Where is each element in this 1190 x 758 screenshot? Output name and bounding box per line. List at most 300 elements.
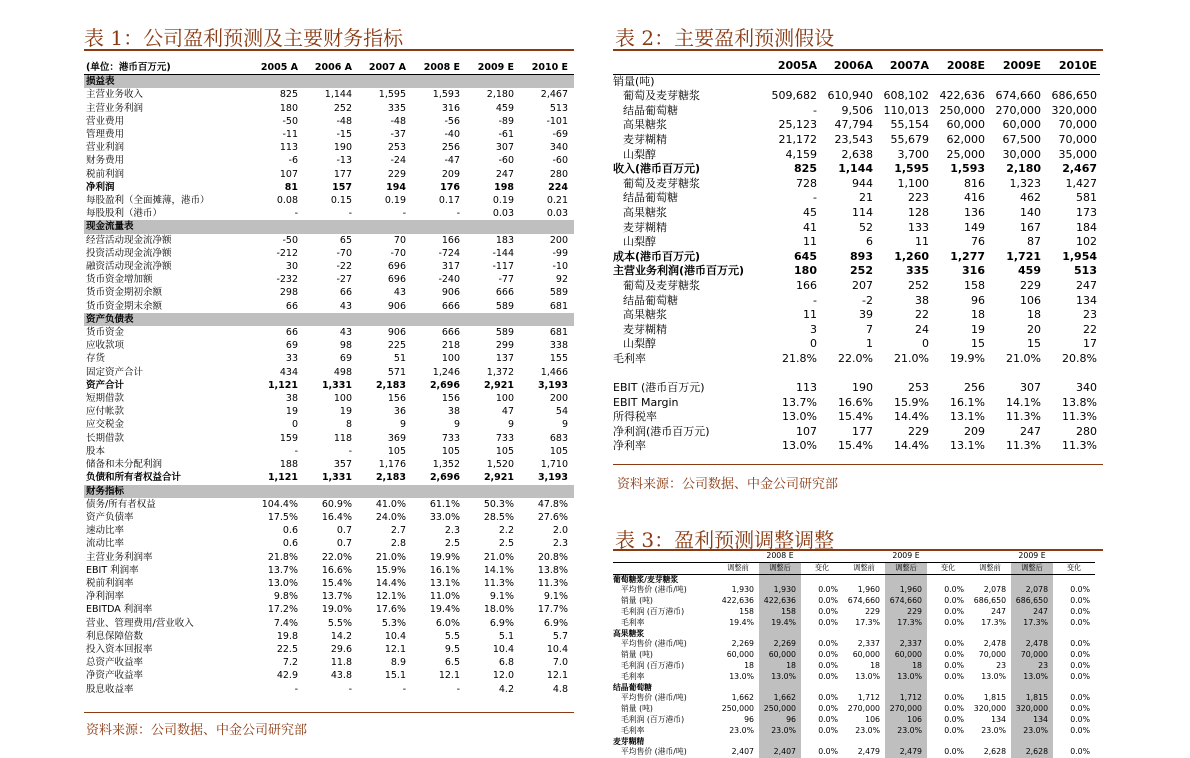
table1-row [84,630,574,643]
table1-row [84,141,574,154]
table1-column-header: 2009 E [466,61,520,75]
table3-cell: 1,712 [885,693,927,704]
table1-cell: -50 [282,115,298,127]
table3-cell: 2,269 [759,639,801,650]
table1-row-label: 财务费用 [86,155,125,167]
table1-cell: 177 [333,168,352,180]
table3-cell: 134 [991,714,1007,724]
table2-cell: 30,000 [1002,147,1041,161]
table1-row [84,643,574,656]
table1-row-label: 主营业务收入 [86,89,144,101]
table1-cell: 4.8 [552,683,568,695]
table1-cell: -60 [498,155,514,167]
table1-cell: -13 [336,155,352,167]
table1-row-label: EBIT 利润率 [86,564,139,576]
table3-empty-cell [927,737,969,748]
table2-cell: 22 [915,308,929,322]
table1-cell: 4.2 [498,683,514,695]
table2-cell: 13.1% [950,439,985,453]
table1-cell: 43 [339,300,352,312]
table3-row-label: 平均售价 (港币/吨) [621,747,687,757]
table3-empty-cell [801,574,843,585]
table1-cell: 13.7% [267,564,298,576]
table2-cell: 23,543 [834,132,873,146]
table1-cell: 5.1 [498,630,514,642]
table3-cell: 270,000 [847,704,881,714]
table2-cell: 3 [810,322,817,336]
table1-row-label: 长期借款 [86,432,125,444]
table2-cell: 102 [1076,235,1097,249]
table2-cell: 15 [1027,337,1041,351]
table1-cell: -47 [444,155,460,167]
table2-row-label: EBIT (港币百万元) [613,381,705,395]
table3-cell: 2,478 [983,639,1007,649]
table1-cell: 194 [386,181,406,193]
table2-cell: 22.0% [838,351,873,365]
table2-cell: 18 [971,308,985,322]
table1-cell: 12.1 [384,643,406,655]
table2-empty-cell [932,74,988,89]
table1-cell: 6.9% [543,617,568,629]
table2-cell: 223 [908,191,929,205]
table3-cell: 106 [885,715,927,726]
table1-cell: 69 [285,340,298,352]
table2-row-label: 所得税率 [613,410,657,424]
table1-cell: 10.4 [546,643,568,655]
table3-row-label: 毛利率 [621,671,645,681]
table1-cell: 27.6% [537,511,568,523]
table1-cell: 2,921 [483,379,514,391]
table3-cell: 18 [759,661,801,672]
table1-cell: 1,144 [324,89,352,101]
table1-row-label: 股本 [86,445,106,457]
table1-cell: 3,193 [537,472,568,484]
table1-cell: 19.9% [429,551,460,563]
table3-cell: 320,000 [973,704,1007,714]
table3-row [613,596,1095,607]
table3-cell: 2,269 [731,639,754,649]
table2-cell: 15.9% [894,395,929,409]
table2-row [613,337,1100,352]
table2-cell: 140 [1020,205,1041,219]
table1-row-label: 总资产收益率 [86,657,144,669]
table3-group-row [613,683,1095,694]
table3-header-blank [613,551,717,562]
table1-cell: -15 [336,129,352,141]
table1-cell: 9 [561,419,568,431]
table1-row-label: 应付帐款 [86,406,125,418]
table2-row [613,89,1100,104]
table1-cell: 2.0 [552,525,568,537]
table1-row-label: 经营活动现金流净额 [86,234,172,246]
table1-cell: 1,176 [378,459,406,471]
table2-row [613,162,1100,177]
table1-cell: 2,921 [483,472,514,484]
table3-group-row [613,737,1095,748]
table2-header-row [613,59,1100,74]
table2-cell: 6 [866,235,873,249]
table2-row-label: 麦芽糊精 [623,132,667,146]
table2-cell: 21.8% [782,351,817,365]
table1-row [84,392,574,405]
table2-cell: 2,467 [1062,162,1097,176]
table2-cell: 229 [1020,278,1041,292]
table1-cell: 176 [440,181,460,193]
table3-cell: 0.0% [1070,671,1091,681]
table3-empty-cell [801,683,843,694]
table3-cell: 17.3% [855,617,881,627]
table1-column-header: 2007 A [358,61,412,75]
table3-cell: 19.4% [729,617,754,627]
table1-cell: 229 [387,168,406,180]
table3-header-blank [613,562,717,574]
table1-cell: 43 [339,327,352,339]
table2-column-header: 2010E [1044,59,1100,74]
table1-row [84,445,574,458]
table1-cell: 681 [549,300,568,312]
table2-cell: 1,100 [897,176,929,190]
table3-cell: 0.0% [1070,639,1091,649]
table2-cell: 893 [850,249,873,263]
table1-cell: 8.9 [390,657,406,669]
table2-cell: 87 [1027,235,1041,249]
table1-cell: 11.0% [429,591,460,603]
table2-cell: 270,000 [995,103,1041,117]
table3-cell: 247 [1011,607,1053,618]
table1-cell: 2,183 [375,379,406,391]
table2-cell: 47,794 [834,118,873,132]
table2-cell: 316 [962,264,985,278]
table1-cell: 0.6 [282,525,298,537]
table1-row [84,405,574,418]
table1-cell: -69 [552,129,568,141]
table1-cell: 98 [339,340,352,352]
table3-group-row [613,574,1095,585]
table1-cell: 42.9 [276,670,298,682]
table3-cell: 0.0% [944,704,965,714]
table3-cell: 13.0% [729,671,754,681]
table2-cell: 17 [1083,337,1097,351]
table1-source: 资料来源：公司数据、中金公司研究部 [86,723,308,738]
table1-cell: 66 [339,287,352,299]
table2-column-header: 2009E [988,59,1044,74]
table1-cell: 13.8% [537,564,568,576]
table3-cell: 17.3% [981,617,1007,627]
table1-cell: 252 [333,102,352,114]
table1-cell: 11.8 [330,657,352,669]
table1-cell: 17.2% [267,604,298,616]
table1-cell: 21.0% [375,551,406,563]
table3-empty-cell [1053,574,1095,585]
table1-cell: 16.4% [321,511,352,523]
table2-cell: 608,102 [883,89,929,103]
table3-cell: 13.0% [855,671,881,681]
table1-cell: 66 [285,300,298,312]
table1-cell: 681 [549,327,568,339]
table2-row [613,396,1100,411]
table3-row-label: 销量 (吨) [621,596,653,606]
table3-empty-cell [927,683,969,694]
table1-cell: 198 [494,181,514,193]
table3-cell: 674,660 [885,596,927,607]
table1-cell: 1,121 [267,472,298,484]
table1-row [84,339,574,352]
table2-cell: 128 [908,205,929,219]
table1-cell: 12.1 [438,670,460,682]
table1-row [84,432,574,445]
table1-cell: 906 [387,327,406,339]
table2-cell: 190 [852,381,873,395]
table2-cell: 209 [964,424,985,438]
table2-cell: 20 [1027,322,1041,336]
table1-cell: 19.0% [321,604,352,616]
table1-cell: 12.0 [492,670,514,682]
table1-cell: 696 [387,261,406,273]
table3-empty-cell [759,737,801,748]
table1-cell: 15.9% [375,564,406,576]
table3-cell: 2,407 [731,747,754,757]
table1-cell: 1,352 [432,459,460,471]
table1-cell: 6.0% [435,617,460,629]
table1-cell: 5.7 [552,630,568,642]
table1-cell: 8 [345,419,352,431]
table1-section-label: 损益表 [84,75,574,89]
table3-cell: 0.0% [1070,585,1091,595]
table1-cell: 180 [279,102,298,114]
table2-cell: 645 [794,249,817,263]
table1-row-label: 营业费用 [86,115,125,127]
table3-cell: 0.0% [1070,704,1091,714]
table3-cell: 158 [759,607,801,618]
table1-cell: - [456,208,460,220]
table2-cell: 340 [1076,381,1097,395]
table1-row [84,286,574,299]
table1-cell: 16.1% [429,564,460,576]
table1-cell: 155 [549,353,568,365]
table2-cell: 16.1% [950,395,985,409]
table2-row [613,74,1100,89]
table3-cell: 0.0% [818,660,839,670]
table1-row-label: 利息保障倍数 [86,630,144,642]
table3-cell: 60,000 [885,650,927,661]
table2-row-label: 主营业务利润(港币百万元) [613,264,745,278]
table3-row [613,650,1095,661]
table3-cell: 0.0% [944,660,965,670]
table2-cell: 256 [964,381,985,395]
table1-row [84,300,574,313]
table3-cell: 0.0% [1070,714,1091,724]
table3-cell: 0.0% [818,747,839,757]
table3-empty-cell [1011,737,1053,748]
table2-cell: 252 [850,264,873,278]
table1-cell: -56 [444,115,460,127]
table1-cell: 38 [285,393,298,405]
table2-row [613,381,1100,396]
table2-cell: 21.0% [1006,351,1041,365]
table1-cell: 0.21 [546,195,568,207]
table2-cell: 107 [796,424,817,438]
table1-column-header: 2005 A [250,61,304,75]
table1-row [84,524,574,537]
table1-cell: -6 [288,155,298,167]
table1-cell: 9 [507,419,514,431]
table2-cell: 335 [906,264,929,278]
table3-cell: 0.0% [944,617,965,627]
table3-cell: 422,636 [721,596,754,606]
table2-row-label: 麦芽糊精 [623,220,667,234]
table1-cell: 825 [279,89,298,101]
table3-cell: 0.0% [944,639,965,649]
table3-cell: 2,479 [857,747,881,757]
table3-empty-cell [801,737,843,748]
table2-cell: 11.3% [1006,439,1041,453]
table1-cell: 47 [501,406,514,418]
table1-cell: 459 [495,102,514,114]
table1-cell: 0.03 [492,208,514,220]
table1-cell: 11.3% [483,577,514,589]
table3-cell: 1,960 [857,585,881,595]
table3-cell: 2,628 [983,747,1007,757]
table3-empty-cell [717,737,759,748]
table1-row [84,537,574,550]
table1-cell: 118 [333,432,352,444]
table1-cell: - [402,683,406,695]
table2-cell: 52 [859,220,873,234]
table1-row-label: 每股股利（港币） [86,208,163,220]
table1-cell: 666 [441,327,460,339]
table3-cell: 0.0% [944,650,965,660]
table2-cell: 70,000 [1058,118,1097,132]
table1-cell: 22.0% [321,551,352,563]
table1-cell: -101 [546,115,568,127]
table2-cell: 513 [1074,264,1097,278]
table2-cell: 1,595 [894,162,929,176]
table3-sub-header: 变化 [927,562,969,574]
table2-cell: 0 [922,337,929,351]
table3-cell: 106 [865,714,881,724]
table3-empty-cell [1053,737,1095,748]
table1-cell: 18.0% [483,604,514,616]
table1-cell: 15.1 [384,670,406,682]
table2-header-blank [613,59,764,74]
table2-cell: 134 [1076,293,1097,307]
table3-cell: 13.0% [885,672,927,683]
table2-cell: 55,154 [890,118,929,132]
table2-cell: 19.9% [950,351,985,365]
table1-cell: 6.5 [444,657,460,669]
table1-row [84,366,574,379]
table3-year-row [613,551,1095,562]
table2-cell: 21.0% [894,351,929,365]
table2-cell: 38 [915,293,929,307]
table2-cell: - [813,293,817,307]
table1-cell: 299 [495,340,514,352]
table1-cell: -48 [336,115,352,127]
table1-cell: 17.7% [537,604,568,616]
table3-cell: 674,660 [847,596,881,606]
table1-row-label: 营业利润 [86,142,125,154]
table1-row-label: 管理费用 [86,129,125,141]
table1-row-label: 资产负债率 [86,511,134,523]
table3-cell: 96 [744,714,754,724]
table3-cell: 2,078 [983,585,1007,595]
table2-cell: 1,954 [1062,249,1097,263]
table1-cell: 666 [495,287,514,299]
table1-row-label: 税前利润 [86,168,125,180]
table1-row-label: 储备和未分配利润 [86,459,163,471]
table2-row-label: 葡萄及麦芽糖浆 [623,278,700,292]
table1-cell: - [294,683,298,695]
table2-cell: 610,940 [827,89,873,103]
table1-cell: 0.17 [438,195,460,207]
table1-cell: 1,520 [486,459,514,471]
table3-row-label: 销量 (吨) [621,650,653,660]
table1-cell: 1,331 [321,379,352,391]
table2-title-rule [613,49,1103,51]
table2-cell: 11 [915,235,929,249]
table2-row [613,250,1100,265]
table1-cell: 2.7 [390,525,406,537]
table3-cell: 2,628 [1011,747,1053,758]
table2-row-label: 葡萄及麦芽糖浆 [623,89,700,103]
table1-cell: -27 [336,274,352,286]
table2-row-label: EBIT Margin [613,395,679,409]
table3-cell: 23.0% [981,725,1007,735]
table1-row [84,273,574,286]
table1-row-label: 主营业务利润 [86,102,144,114]
table1-row [84,379,574,392]
table3-row-label: 毛利润 (百万港币) [621,714,685,724]
table2-cell: 15 [971,337,985,351]
table1-cell: -212 [276,247,298,259]
table1-row-label: 存货 [86,353,106,365]
table3-empty-cell [1053,629,1095,640]
table1-row-label: 货币资金 [86,327,125,339]
table2-cell: 11.3% [1062,439,1097,453]
table1-row-label: 净资产收益率 [86,670,144,682]
table3-row-label: 平均售价 (港币/吨) [621,639,687,649]
table3-cell: 1,930 [731,585,754,595]
table2-row [613,133,1100,148]
table1-row [84,683,574,696]
table3-cell: 247 [991,606,1007,616]
table3-cell: 60,000 [726,650,754,660]
table2-cell: 4,159 [785,147,817,161]
table3-cell: 0.0% [944,747,965,757]
table3-cell: 0.0% [1070,693,1091,703]
table3-row-label: 销量 (吨) [621,704,653,714]
table3-empty-cell [927,629,969,640]
table2-row-label: 结晶葡萄糖 [623,191,678,205]
table2-cell: 70,000 [1058,132,1097,146]
table2-cell: 1,593 [950,162,985,176]
table1-cell: 17.6% [375,604,406,616]
table2-row [613,352,1100,367]
table1-cell: 589 [495,300,514,312]
table3-cell: 2,407 [759,747,801,758]
table1-cell: -117 [492,261,514,273]
table3-sub-header: 变化 [801,562,843,574]
table3-cell: 1,662 [731,693,754,703]
table3-row-label: 毛利润 (百万港币) [621,660,685,670]
table1-cell: 105 [495,445,514,457]
table3-cell: 0.0% [944,671,965,681]
table1-cell: 666 [441,300,460,312]
table1-cell: 105 [387,445,406,457]
table1-cell: 60.9% [321,498,352,510]
table3-cell: 1,815 [1011,693,1053,704]
table2-cell: 13.1% [950,410,985,424]
